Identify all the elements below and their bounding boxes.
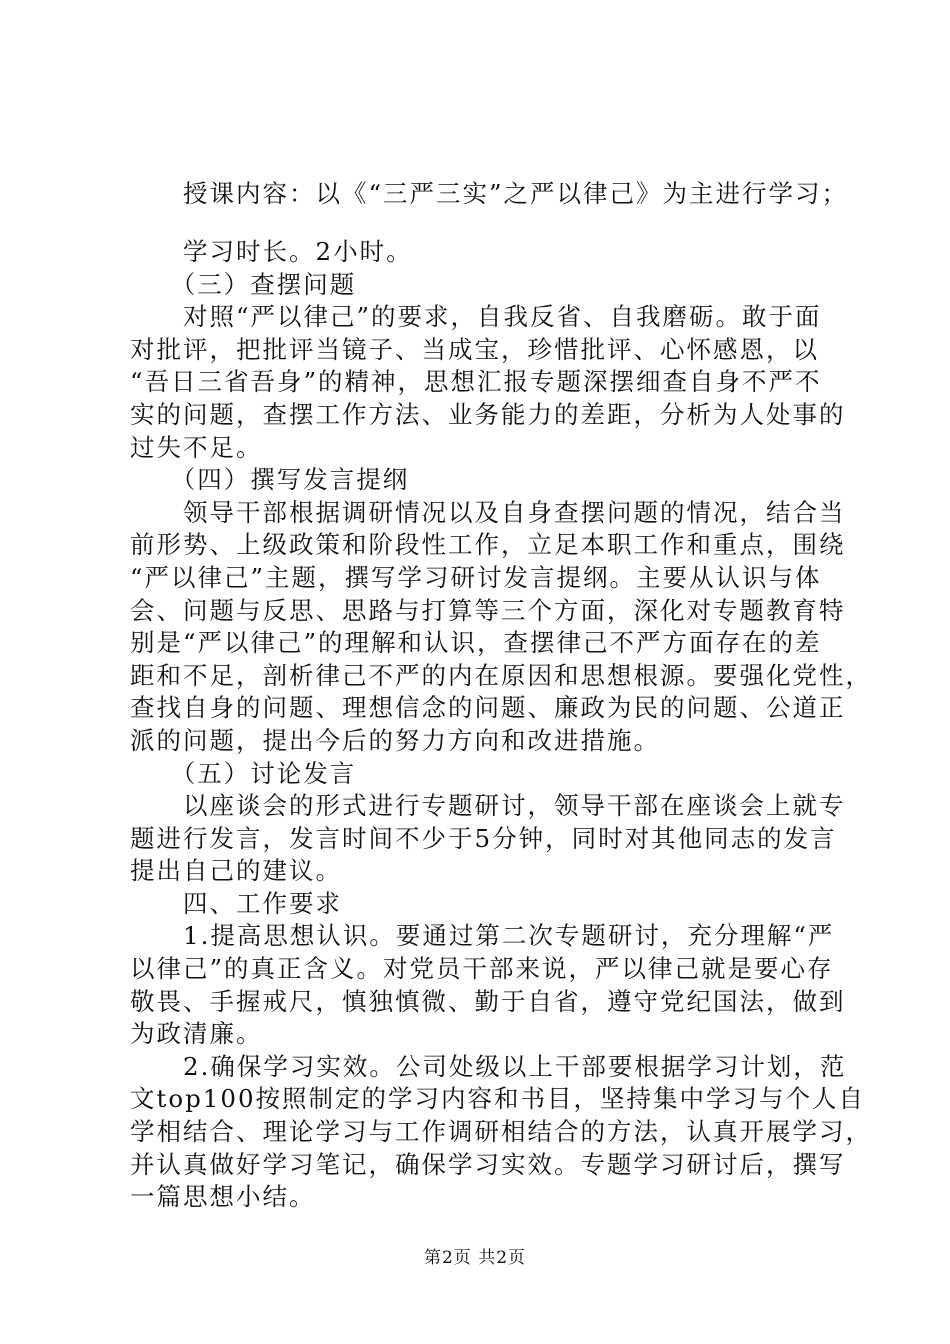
- text-line: 会、问题与反思、思路与打算等三个方面，深化对专题教育特: [130, 595, 846, 625]
- section-heading: 四、工作要求: [130, 888, 342, 918]
- section-heading: （三）查摆问题: [130, 269, 357, 299]
- section-heading: （五）讨论发言: [130, 758, 357, 788]
- text-line: 前形势、上级政策和阶段性工作，立足本职工作和重点，围绕: [130, 530, 846, 560]
- text-line: 领导干部根据调研情况以及自身查摆问题的情况，结合当: [130, 497, 846, 527]
- text-line: 题进行发言，发言时间不少于5分钟，同时对其他同志的发言: [130, 823, 837, 853]
- body-text: [130, 236, 872, 1214]
- section-heading: （四）撰写发言提纲: [130, 465, 410, 495]
- text-line: 提出自己的建议。: [130, 856, 342, 886]
- text-line: 以座谈会的形式进行专题研讨，领导干部在座谈会上就专: [130, 791, 846, 821]
- text-line: 2.确保学习实效。公司处级以上干部要根据学习计划，范: [130, 1051, 847, 1081]
- text-line: 并认真做好学习笔记，确保学习实效。专题学习研讨后，撰写: [130, 1149, 846, 1179]
- text-line: 实的问题，查摆工作方法、业务能力的差距，分析为人处事的: [130, 399, 846, 429]
- text-line: 距和不足，剖析律己不严的内在原因和思想根源。要强化党性，: [130, 660, 872, 690]
- text-line: “严以律己”主题，撰写学习研讨发言提纲。主要从认识与体: [130, 562, 822, 592]
- text-line: 以律己”的真正含义。对党员干部来说，严以律己就是要心存: [130, 954, 834, 984]
- text-line: 派的问题，提出今后的努力方向和改进措施。: [130, 725, 660, 755]
- text-line: 学习时长。2小时。: [130, 237, 413, 266]
- text-line: 敬畏、手握戒尺，慎独慎微、勤于自省，遵守党纪国法，做到: [130, 986, 846, 1016]
- page-number-footer: 第2页 共2页: [423, 1248, 527, 1268]
- text-line: 查找自身的问题、理想信念的问题、廉政为民的问题、公道正: [130, 693, 846, 723]
- text-line: “吾日三省吾身”的精神，思想汇报专题深摆细查自身不严不: [130, 367, 822, 397]
- text-line: 别是“严以律己”的理解和认识，查摆律己不严方面存在的差: [130, 628, 822, 658]
- text-line: 对照“严以律己”的要求，自我反省、自我磨砺。敢于面: [130, 302, 822, 332]
- text-line: 对批评，把批评当镜子、当成宝，珍惜批评、心怀感恩，以: [130, 334, 819, 364]
- intro-line: 授课内容：以《“三严三实”之严以律己》为主进行学习；: [130, 179, 849, 208]
- text-line: 学相结合、理论学习与工作调研相结合的方法，认真开展学习，: [130, 1117, 872, 1147]
- text-line: 一篇思想小结。: [130, 1182, 316, 1212]
- text-line: 过失不足。: [130, 432, 263, 462]
- text-line: 1.提高思想认识。要通过第二次专题研讨，充分理解“严: [130, 921, 835, 951]
- text-line: 文top100按照制定的学习内容和书目，坚持集中学习与个人自: [130, 1084, 866, 1114]
- text-line: 为政清廉。: [130, 1019, 263, 1049]
